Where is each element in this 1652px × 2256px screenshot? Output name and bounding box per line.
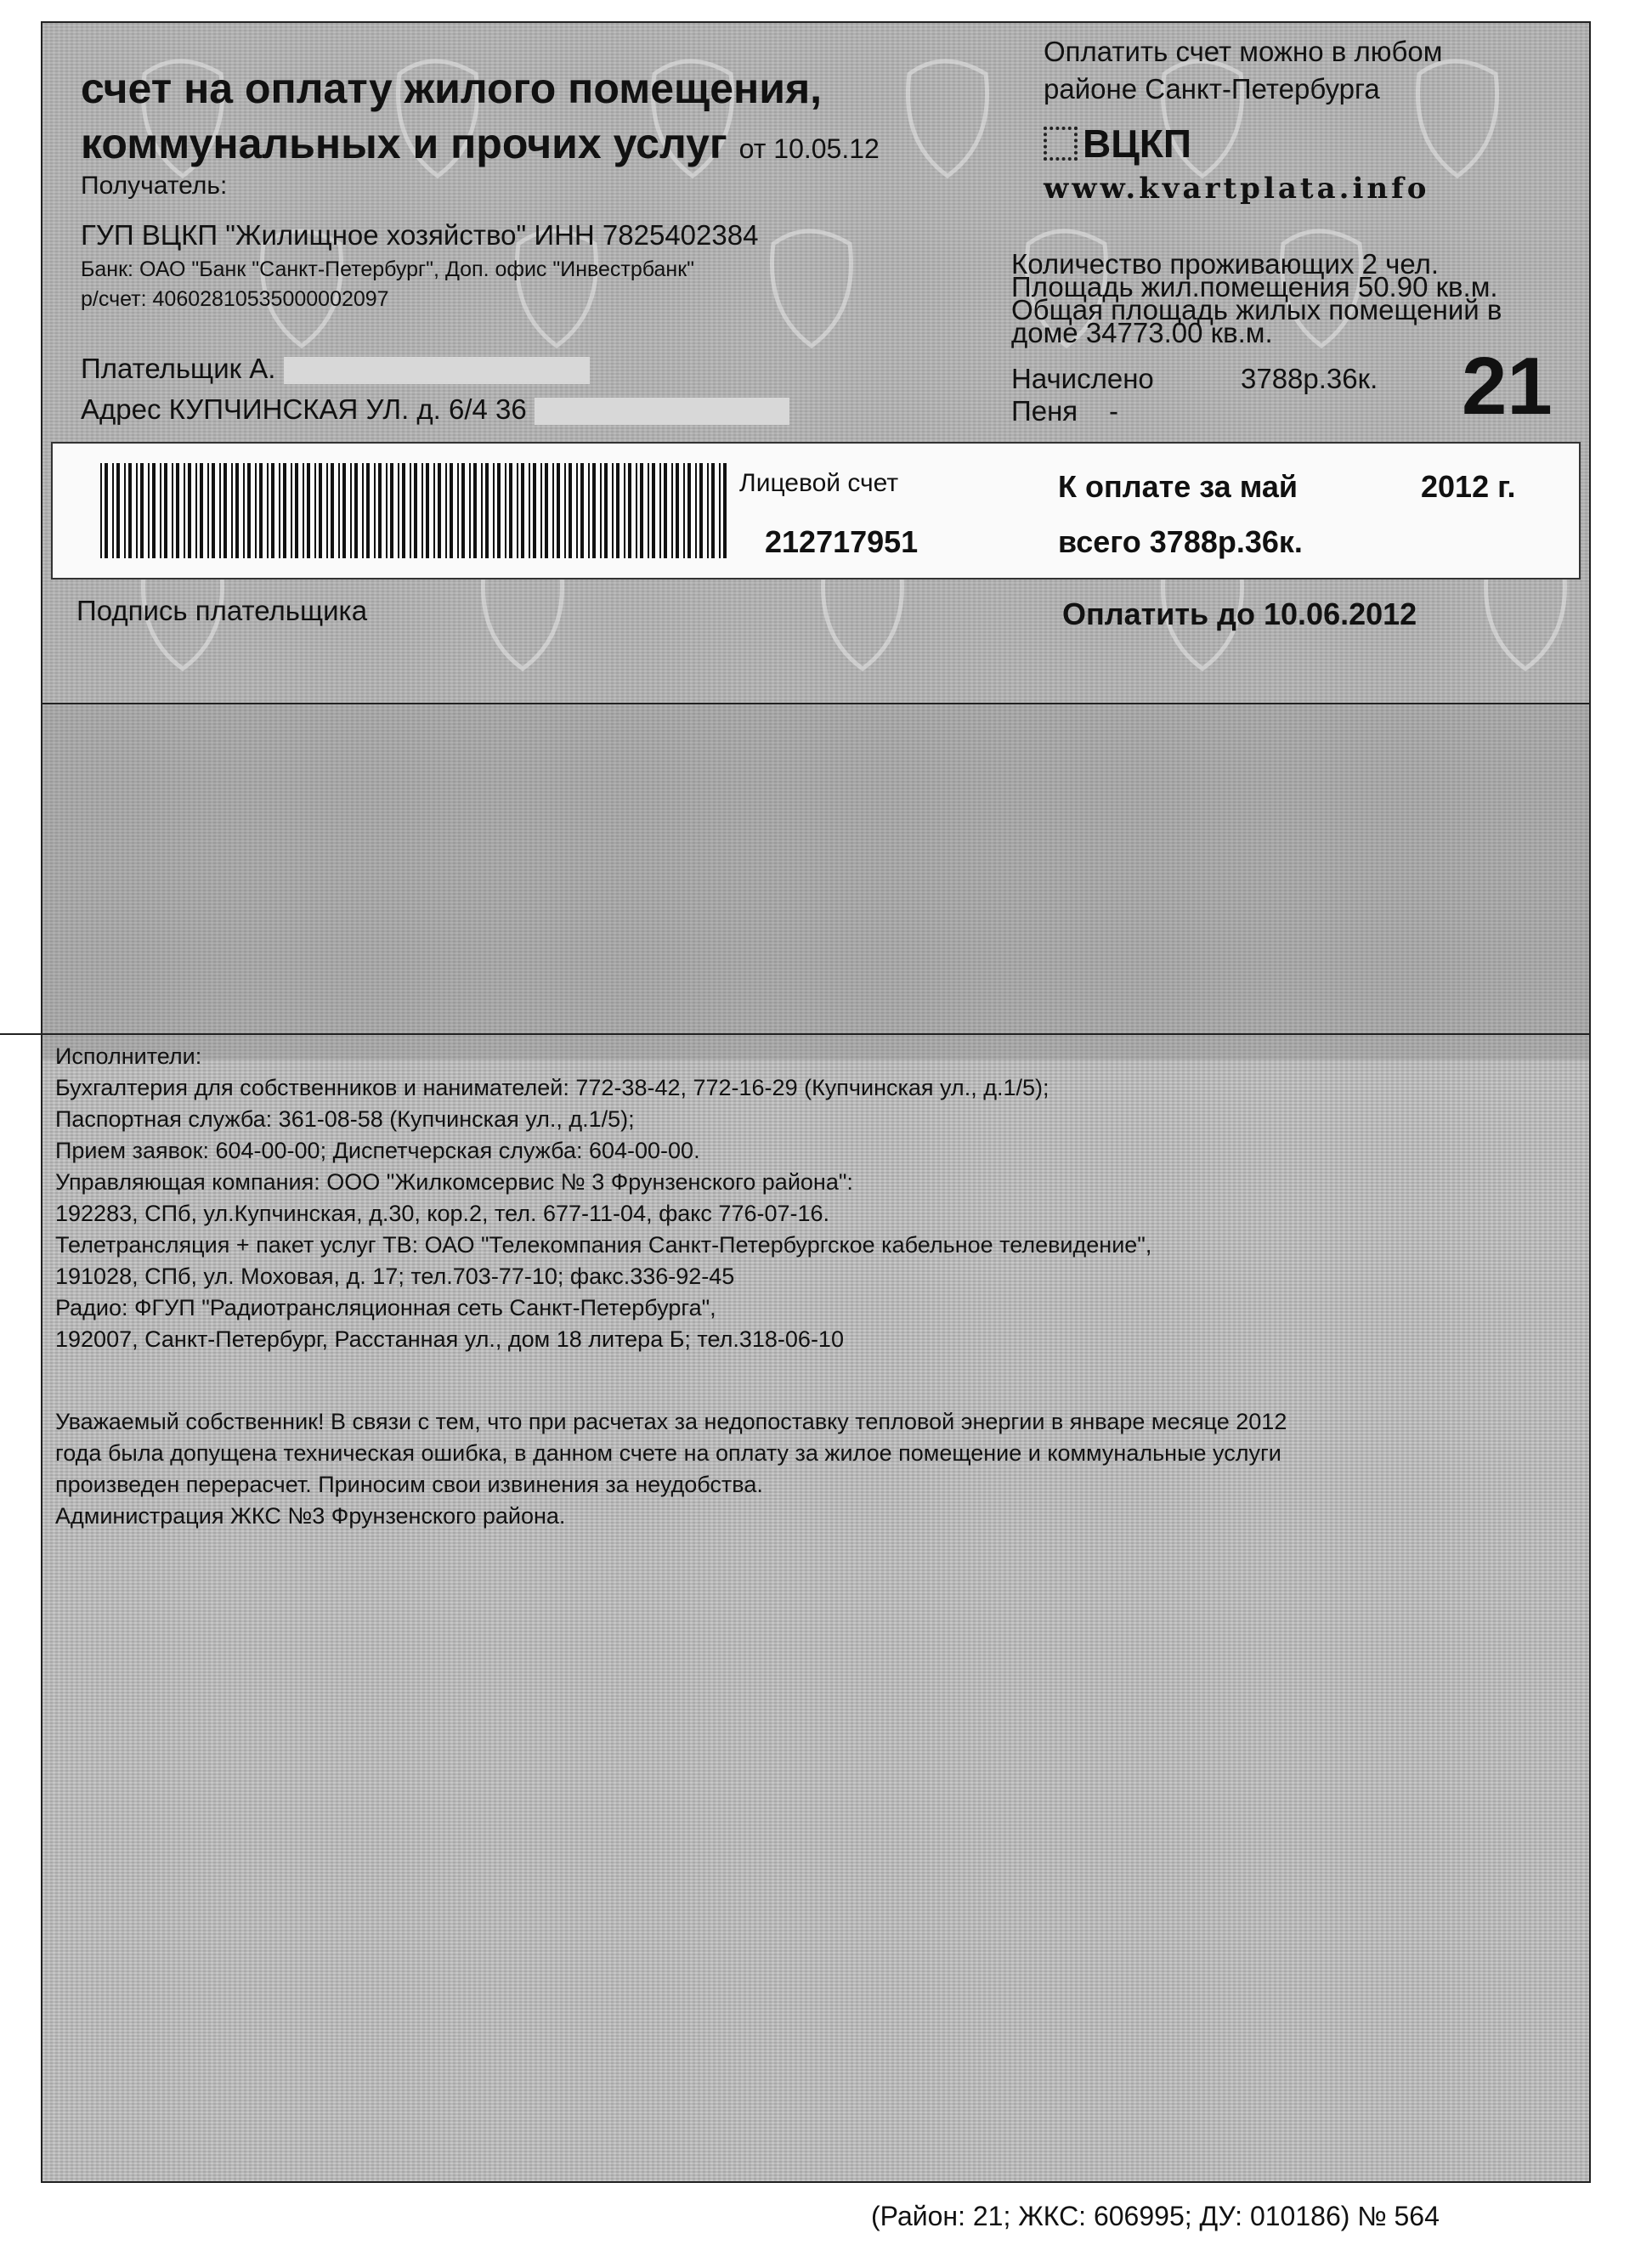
contractor-line: Прием заявок: 604-00-00; Диспетчерская служба: 604-00-00. bbox=[55, 1138, 700, 1163]
address-redaction bbox=[535, 398, 789, 425]
pay-anywhere-line2: районе Санкт-Петербурга bbox=[1044, 73, 1380, 105]
charged-value: 3788р.36к. bbox=[1241, 363, 1378, 394]
bill-date: от 10.05.12 bbox=[738, 133, 880, 164]
account-number: 212717951 bbox=[765, 524, 919, 559]
to-pay-label: К оплате за май bbox=[1058, 469, 1298, 504]
summary-area: Площадь жил.помещения 50.90 кв.м. bbox=[1011, 271, 1498, 302]
barcode-icon bbox=[100, 463, 736, 558]
contractor-line: Телетрансляция + пакет услуг ТВ: ОАО "Телекомпания Санкт-Петербургское кабельное телевидение", bbox=[55, 1232, 1152, 1258]
summary-house-area-1: Общая площадь жилых помещений в bbox=[1011, 294, 1502, 325]
contractor-line: Паспортная служба: 361-08-58 (Купчинская ул., д.1/5); bbox=[55, 1106, 635, 1132]
payer-name: А. bbox=[249, 353, 276, 384]
contractor-line: Бухгалтерия для собственников и нанимателей: 772-38-42, 772-16-29 (Купчинская ул., д.1/5); bbox=[55, 1075, 1049, 1100]
contractor-line: 192283, СПб, ул.Купчинская, д.30, кор.2, тел. 677-11-04, факс 776-07-16. bbox=[55, 1201, 830, 1226]
address-value: КУПЧИНСКАЯ УЛ. д. 6/4 36 bbox=[168, 393, 527, 425]
summary-house-area-2: доме 34773.00 кв.м. bbox=[1011, 317, 1273, 348]
bill-title-line2-wrap bbox=[81, 119, 880, 173]
middle-band bbox=[42, 703, 1589, 1060]
contractors-block bbox=[55, 1041, 1151, 1355]
site-link[interactable]: www.kvartplata.info bbox=[1044, 172, 1430, 206]
recipient-name: ГУП ВЦКП "Жилищное хозяйство" ИНН 7825402384 bbox=[81, 219, 759, 251]
payer-label: Плательщик bbox=[81, 353, 242, 384]
notice-line: произведен перерасчет. Приносим свои извинения за неудобства. bbox=[55, 1472, 763, 1497]
to-pay-total: всего 3788р.36к. bbox=[1058, 524, 1303, 559]
recipient-account: р/счет: 40602810535000002097 bbox=[81, 287, 389, 311]
contractor-line: Управляющая компания: ООО "Жилкомсервис № 3 Фрунзенского района": bbox=[55, 1169, 853, 1195]
contractor-line: 191028, СПб, ул. Моховая, д. 17; тел.703-77-10; факс.336-92-45 bbox=[55, 1264, 735, 1289]
notice-line: года была допущена техническая ошибка, в данном счете на оплату за жилое помещение и коммунальные услуги bbox=[55, 1440, 1281, 1466]
vckp-logo bbox=[1044, 121, 1191, 167]
address-row bbox=[81, 393, 789, 426]
summary-residents: Количество проживающих 2 чел. bbox=[1011, 248, 1440, 280]
recipient-bank: Банк: ОАО "Банк "Санкт-Петербург", Доп. офис "Инвестрбанк" bbox=[81, 257, 695, 281]
notice-line: Администрация ЖКС №3 Фрунзенского района. bbox=[55, 1503, 566, 1529]
charged-label: Начислено bbox=[1011, 363, 1154, 394]
footer-codes: (Район: 21; ЖКС: 606995; ДУ: 010186) № 564 bbox=[871, 2201, 1440, 2231]
to-pay-year: 2012 г. bbox=[1421, 469, 1516, 504]
vckp-logo-icon bbox=[1044, 127, 1078, 161]
due-date: Оплатить до 10.06.2012 bbox=[1062, 597, 1417, 631]
bill-title-line2: коммунальных и прочих услуг bbox=[81, 120, 727, 167]
contractor-line: Радио: ФГУП "Радиотрансляционная сеть Санкт-Петербурга", bbox=[55, 1295, 716, 1320]
vckp-logo-text: ВЦКП bbox=[1083, 122, 1191, 166]
penalty-label: Пеня bbox=[1011, 395, 1078, 427]
address-label: Адрес bbox=[81, 393, 161, 425]
recipient-label: Получатель: bbox=[81, 172, 228, 200]
penalty-value: - bbox=[1109, 395, 1118, 427]
notice-line: Уважаемый собственник! В связи с тем, что при расчетах за недопоставку тепловой энергии в январе месяце 2012 bbox=[55, 1409, 1287, 1434]
payer-row bbox=[81, 353, 590, 385]
signature-label: Подпись плательщика bbox=[76, 595, 368, 626]
cut-line bbox=[0, 1033, 1589, 1035]
district-number: 21 bbox=[1462, 341, 1553, 432]
bill-title-line1: счет на оплату жилого помещения, bbox=[81, 65, 823, 112]
account-label: Лицевой счет bbox=[739, 469, 899, 497]
payer-redaction bbox=[284, 357, 590, 384]
pay-anywhere-line1: Оплатить счет можно в любом bbox=[1044, 36, 1443, 67]
contractors-heading: Исполнители: bbox=[55, 1043, 202, 1069]
notice-block bbox=[55, 1406, 1287, 1532]
contractor-line: 192007, Санкт-Петербург, Расстанная ул., дом 18 литера Б; тел.318-06-10 bbox=[55, 1326, 844, 1352]
